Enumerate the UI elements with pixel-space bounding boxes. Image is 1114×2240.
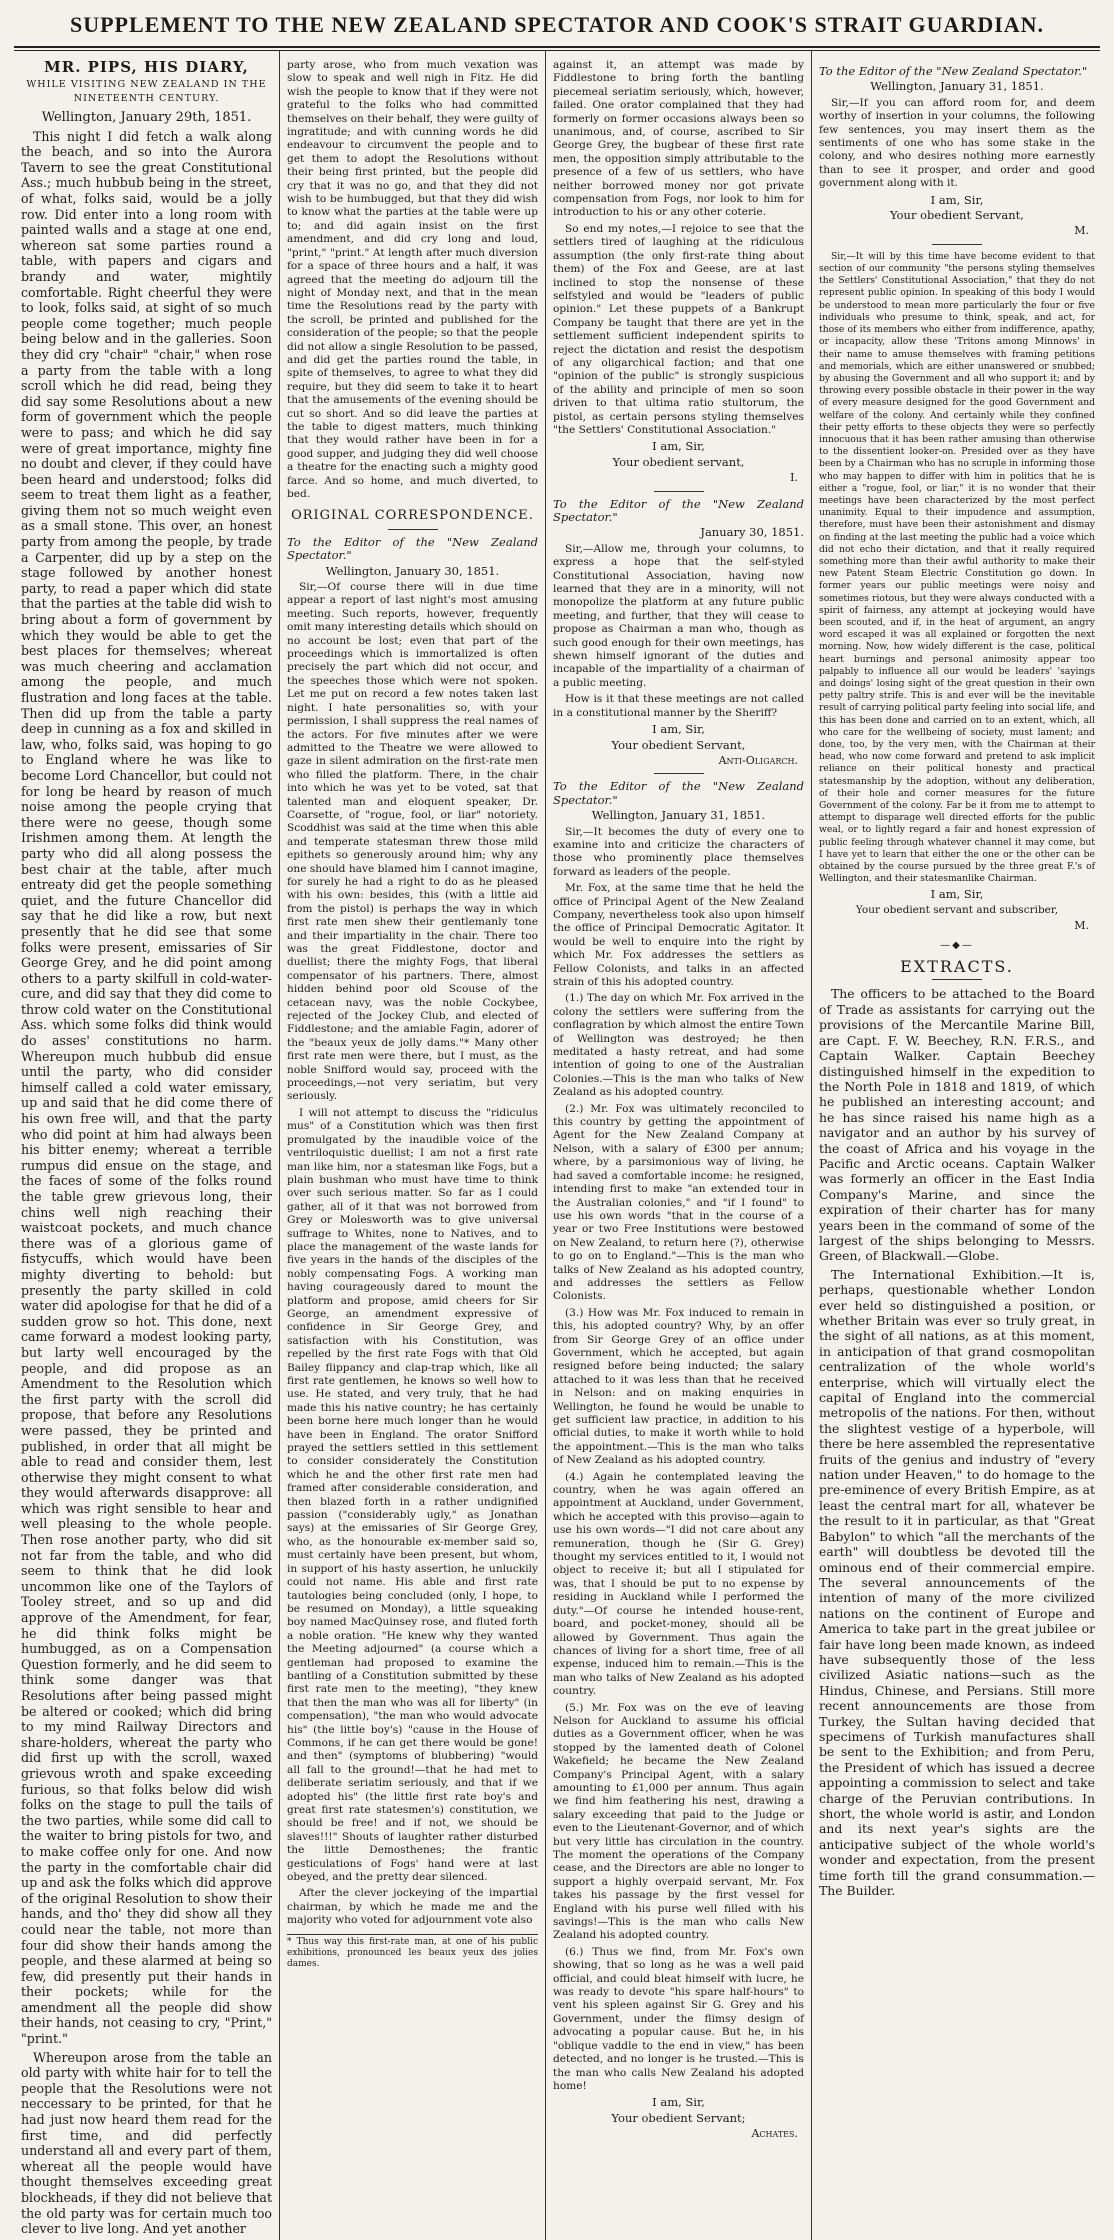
footnote: * Thus way this first-rate man, at one of his public exhibitions, pronounced les beaux yeux des jolies dames. xyxy=(287,1934,538,1970)
letter-paragraph: Sir,—If you can afford room for, and deem worthy of insertion in your columns, the following few sentences, you may insert them as the sentiments of one who has some stake in the colony, and who desires nothing more earnestly than to see it prosper, and order and good government along with it. xyxy=(819,96,1095,190)
letter-paragraph: Mr. Fox, at the same time that he held the office of Principal Agent of the New Zealand Company, nevertheless took also upon himself the office of Principal Democratic Agitator. It would be well to enquire into the right by which Mr. Fox addresses the settlers as Fellow Colonists, and talks in an affected strain of this his adopted country. xyxy=(553,882,804,988)
signoff: Your obedient Servant, xyxy=(890,208,1024,223)
signoff: Your obedient Servant, xyxy=(611,737,746,752)
signoff: Your obedient servant and subscriber, xyxy=(855,903,1059,916)
divider xyxy=(932,244,982,245)
columns xyxy=(14,51,1100,2237)
letter-paragraph: How is it that these meetings are not called in a constitutional manner by the Sheriff? xyxy=(553,693,804,719)
signature: M. xyxy=(1074,224,1089,238)
divider xyxy=(654,773,704,774)
letter-date: Wellington, January 31, 1851. xyxy=(870,79,1044,94)
signature: M. xyxy=(1074,919,1089,933)
column-2 xyxy=(280,51,546,2240)
letter-paragraph: (4.) Again he contemplated leaving the country, when he was again offered an appointment at Auckland, under Government, which he accepted with this proviso—again to use his own words—"I did not care about any remuneration, though he (Sir G. Grey) thought my services entitled to it, I would not object to receive it; but all I stipulated for was, that I should be put to no expense by residing in Auckland while I performed the duty."—Of course he intended house-rent, board, and pocket-money, should all be allowed by Government. Thus again the chances of living for a short time, free of all expense, induced him to remain.—This is the man who talks of New Zealand as his adopted country. xyxy=(553,1470,804,1698)
signoff: I am, Sir, xyxy=(652,722,705,737)
column-1 xyxy=(14,51,280,2240)
letter-paragraph: Sir,—Of course there will in due time appear a report of last night's most amusing meeting. Such reports, however, frequently omit many interesting details which should on no account be lost; even that part of the proceedings which is immortalized is often precisely the part which did not occur, and the speeches those which were not spoken. Let me put on record a few notes taken last night. I hate personalities so, with your permission, I shall suppress the real names of the actors. For five minutes after we were admitted to the Theatre we were allowed to gaze in silent admiration on the first-rate men who filled the platform. There, in the chair into which he was yet to be voted, sat that talented man and eloquent speaker, Dr. Coarsette, of "rogue, fool, or liar" notoriety. Scoddhist was said at the time when this able and temperate statesman threw those mild epithets so generously around him; why any one should have blamed him I cannot imagine, for surely he had a right to do as he pleased with his own: besides, this (with a little aid from the pistol) is perhaps the way in which first rate men shew their gentlemanly tone and their impartiality in the chair. There too was the great Fiddlestone, doctor and duellist; there the mighty Fogs, that liberal compensator of his partners. There, almost hidden behind poor old Scouse of the cetacean navy, was the noble Cockybee, rejected of the Jockey Club, and elected of Fiddlestone; and the amiable Fagin, adorer of the "beaux yeux de jolly dams."* Many other first rate men were there, but I must, as the noble Snifford would say, proceed with the proceedings,—not very seriatim, but very seriously. xyxy=(287,581,538,1103)
signoff: I am, Sir, xyxy=(652,2095,705,2110)
letter-paragraph: (1.) The day on which Mr. Fox arrived in the colony the settlers were suffering from the conflagration by which almost the entire Town of Wellington was destroyed; he then meditated a hasty retreat, and had some intention of going to one of the Australian Colonies.—This is the man who talks of New Zealand as his adopted country. xyxy=(553,992,804,1099)
signoff: I am, Sir, xyxy=(930,192,984,207)
signature: Achates. xyxy=(751,2127,798,2141)
letter-heading: To the Editor of the "New Zealand Spectator." xyxy=(819,64,1088,78)
column-4 xyxy=(812,51,1102,2240)
extract-paragraph: The International Exhibition.—It is, perhaps, questionable whether London ever held so distinguished a position, or whether Britain was ever so truly great, in the sight of all nations, as at this moment, in anticipation of that grand cosmopolitan centralization of the whole world's enterprise, which will virtually elect the capital of England into the commercial metropolis of the nations. For then, without the slightest vestige of a hyperbole, will there be here assembled the representative fruits of the genius and industry of "every nation under Heaven," to do homage to the pre-eminence of every British Empire, as at least the central mart for all, whatever be the result to it in particular, as that "Great Babylon" to which "all the merchants of the earth" will doubtless be devoted till the ominous end of their commercial empire. The several announcements of the intention of many of the more civilized nations on the continent of Europe and America to take part in the great jubilee or fair have long been made known, as indeed have subsequently those of the less civilized Asiatic nations—such as the Hindus, Chinese, and Persians. Still more recent announcements are those from Turkey, the Sultan having decided that specimens of Turkish manufactures shall be sent to the Exhibition; and from Peru, the President of which has issued a decree appointing a commission to select and take charge of the Peruvian contributions. In short, the whole world is astir, and London and its next year's sights are the anticipative subject of the whole world's wonder and expectation, from the present time forth till the grand consummation.—The Builder. xyxy=(819,1266,1095,1899)
letter-paragraph: Sir,—Allow me, through your columns, to express a hope that the self-styled Constitutional Association, having now learned that they are in a minority, will not monopolize the platform at any future public meeting, and further, that they will cease to propose as Chairman a man who, though as such good enough for their own meetings, has shewn himself ignorant of the duties and incapable of the impartiality of a chairman of a public meeting. xyxy=(553,542,804,689)
diary-paragraph: Whereupon arose from the table an old party with white hair for to tell the people that the Resolutions were not neccessary to be printed, for that he had just now heard them read for the first time, and did perfectly understand all and every part of them, whereat all the people would have thought themselves exceeding great blockheads, if they did not believe that the old party was for certain much too clever to live long. And yet another xyxy=(21,2049,272,2237)
ornament-divider: —◆— xyxy=(940,939,974,951)
signature: Anti-Oligarch. xyxy=(718,753,798,767)
letter-paragraph: (6.) Thus we find, from Mr. Fox's own showing, that so long as he was a well paid official, and could bleat himself with lucre, he was ready to devote "his spare half-hours" to vent his spleen against Sir G. Grey and his Government, under the flimsy design of advocating a popular cause. But he, in his "oblique vaddle to the end in view," has been detected, and no longer is he trusted.—This is the man who calls New Zealand his adopted home! xyxy=(553,1945,804,2092)
divider xyxy=(654,491,704,492)
signoff: Your obedient Servant; xyxy=(611,2110,746,2125)
letter-paragraph: After the clever jockeying of the impartial chairman, by which he made me and the majority who voted for adjournment vote also xyxy=(287,1887,538,1927)
letter-heading: To the Editor of the "New Zealand Spectator." xyxy=(553,779,804,807)
masthead: SUPPLEMENT TO THE NEW ZEALAND SPECTATOR AND COOK'S STRAIT GUARDIAN. xyxy=(14,10,1100,48)
letter-heading: To the Editor of the "New Zealand Spectator." xyxy=(553,496,804,524)
section-heading: ORIGINAL CORRESPONDENCE. xyxy=(291,508,534,524)
letter-heading: To the Editor of the "New Zealand Spectator." xyxy=(287,534,538,563)
letter-paragraph: I will not attempt to discuss the "ridiculus mus" of a Constitution which was then first promulgated by the inaudible voice of the ventriloquistic duellist; I am not a first rate man like him, nor a statesman like Fogs, but a plain bushman who must have time to think over such serious matter. So far as I could gather, all of it that was not borrowed from Grey or Molesworth was to give universal suffrage to Whites, none to Natives, and to place the management of the waste lands for five years in the hands of the disciples of the nobly compensating Fogs. A working man having courageously dared to mount the platform and propose, amid cheers for Sir George, an amendment expressive of confidence in Sir George Grey, and satisfaction with his Constitution, was repelled by the first rate Fogs with that Old Bailey flippancy and clap-trap which, like all first rate gentlemen, he knows so well how to use. He stated, and very truly, that he had made this his native country; he has certainly been borne here much longer than he would have been in England. The orator Snifford prayed the settlers settled in this settlement to consider considerately the Constitution which he and the other first rate men had framed after considerable consideration, and then blazed forth in a rather undignified passion ("considerably ugly," as Jonathan says) at the emissaries of Sir George Grey, who, as the honourable ex-member said so, must certainly have been present, but whom, in support of his hasty assertion, he unluckily could not name. His able and first rate tautologies being concluded (only, I hope, to be resumed on Monday), a little squeaking boy named MacQuinsey rose, and fluted forth a noble oration. "He knew why they wanted the Meeting adjourned" (a course which a gentleman had proposed to examine the bantling of a Constitution submitted by these first rate men to the meeting), "they knew that then the man who was all for liberty" (in compensation), "the man who would advocate his" (the little boy's) "cause in the House of Commons, if he can get there would be gone! and then" (symptoms of blubbering) "would all fall to the ground!—that he had met to deliberate seriatim seriously, and that if we adopted his" (the little first rate boy's and great first rate statesmen's) constitution, we should be free! and if not, we should be slaves!!!" Shouts of laughter rather disturbed the little Demosthenes; the frantic gesticulations of Fogs' hand were at last obeyed, and the pretty dear silenced. xyxy=(287,1106,538,1884)
extract-paragraph: The officers to be attached to the Board of Trade as assistants for carrying out the provisions of the Mercantile Marine Bill, are Capt. F. W. Beechey, R.N. F.R.S., and Captain Walker. Captain Beechey distinguished himself in the expedition to the North Pole in 1818 and 1819, of which he published an interesting account; and he has since raised his name high as a navigator and an author by his survey of the coast of Africa and his voyage in the Pacific and Arctic oceans. Captain Walker was formerly an officer in the East India Company's Marine, and since the expiration of their charter has for many years been in the command of some of the largest of the ships belonging to Messrs. Green, of Blackwall.—Globe. xyxy=(819,986,1095,1264)
article-subtitle: WHILE VISITING NEW ZEALAND IN THE NINETEENTH CENTURY. xyxy=(26,79,267,104)
letter-paragraph: Sir,—It becomes the duty of every one to examine into and criticize the characters of those who prominently place themselves forward as leaders of the people. xyxy=(553,825,804,878)
letter-paragraph: (3.) How was Mr. Fox induced to remain in this, his adopted country? Why, by an offer from Sir George Grey of an office under Government, which he accepted, but again resigned before being inducted; the salary attached to it was less than that he received in Nelson: and on making enquiries in Wellington, he found he would be unable to get sufficient law practice, in addition to his official duties, to make it worth while to hold the appointment.—This is the man who talks of New Zealand as his adopted country. xyxy=(553,1306,804,1467)
article-date: Wellington, January 29th, 1851. xyxy=(41,110,252,126)
letter-paragraph: (5.) Mr. Fox was on the eve of leaving Nelson for Auckland to assume his official duties as a Government officer, when he was stopped by the lamented death of Colonel Wakefield; he became the New Zealand Company's Principal Agent, with a salary amounting to £1,000 per annum. Thus again we find him feathering his nest, drawing a salary exceeding that paid to the Judge or even to the Lieutenant-Governor, and of which but very little has circulation in the country. The moment the operations of the Company cease, and the Directors are able no longer to support a highly overpaid servant, Mr. Fox takes his passage by the first vessel for England with his purse well filled with his savings!—This is the man who calls New Zealand his adopted country. xyxy=(553,1701,804,1942)
signature: I. xyxy=(790,471,798,485)
extracts-heading: EXTRACTS. xyxy=(900,957,1014,977)
divider xyxy=(388,529,438,530)
letter-paragraph: Sir,—It will by this time have become evident to that section of our community "the persons styling themselves the Settlers' Constitutional Association," that they do not represent public opinion. In speaking of this body I would be understood to mean more particularly the four or five individuals who presume to think, speak, and act, for those of its members who either from indifference, apathy, or incapacity, allow these 'Tritons among Minnows' in their name to amuse themselves with framing petitions and memorials, which are either unanswered or snubbed; by abusing the Government and all who support it; and by throwing every possible obstacle in their power in the way of every measure designed for the good Government and welfare of the colony. And certainly while they confined their petty efforts to these objects they were so perfectly innocuous that it has been rather amusing than otherwise to the dissentient looker-on. Presided over as they have been by a Chairman who has no scruple in informing those who may happen to differ with him in politics that he is either a "rogue, fool, or liar," it is no wonder that their meetings have been characterized by the most perfect unanimity. Equal to their impudence and assumption, therefore, must have been their astonishment and dismay on finding at the last meeting the public had a voice which did not echo their dictation, and that it really required something more than their awful authority to make their new Patent Steam Electric Constitution go down. In former years our public meetings were noisy and sometimes riotous, but they were always conducted with a spirit of fairness, any attempt at jockeying would have been scouted, and if, in the heat of argument, an angry word escaped it was all explained or forgotten the next morning. Now, how widely different is the case, political heart burnings and personal animosity appear too palpably to influence all our would be leaders' 'sayings and doings' losing sight of the great question in their own petty paltry strife. This is and ever will be the inevitable result of carrying political party feeling into social life, and this has been done and carried on to an extent, which, all who care for the wellbeing of society, must lament; and done, too, by the very men, with the Chairman at their head, who now come forward and pretend to ask implicit reliance on their political honesty and practical statesmanship by the adoption, without any deliberation, of their hole and corner measures for the future Government of the colony. Far be it from me to attempt to attempt to disparage well directed efforts for the public weal, or to lightly regard a fair and honest expression of public feeling through whatever channel it may come, but I have yet to learn that either the one or the other can be obtained by the course pursued by the three great F.'s of Wellington, and their statesmanlike Chairman. xyxy=(819,250,1095,885)
diary-paragraph: This night I did fetch a walk along the beach, and so into the Aurora Tavern to see the great Constitutional Ass.; much hubbub being in the street, of what, folks said, would be a jolly row. Did enter into a long room with painted walls and a stage at one end, whereon sat some parties round a table, with papers and cigars and brandy and water, mightily comfortable. Right cheerful they were to look, folks said, at sight of so much people come together; much people being below and in the galleries. Soon they did cry "chair" "chair," when rose a party from the table with a long scroll which he did read, being they did say some Resolutions about a new form of government which the people were to pass; and which he did say were of great importance, mighty fine no doubt and clever, if they could have been heard and understood; folks did seem to treat them light as a feather, giving them not so much weight even as a small stone. This over, an honest party from among the people, by trade a Carpenter, did up by a step on the stage followed by another honest party, to read a paper which did state that the parties at the table did wish to bring about a form of government by which they would be able to get the best places for themselves; whereat was much cheering and acclamation among the people, and much flustration and long faces at the table. Then did up from the table a party deep in cunning as a fox and skilled in law, who, folks said, was hoping to go to England where he was like to become Lord Chancellor, but could not for long be heard by reason of much noise among the people crying that there were no geese, though some Irishmen among them. At length the party who did all along possess the best chair at the table, after much entreaty did get the people something quiet, and the future Chancellor did say that he did like a row, but next presently that he did see that some folks were present, emissaries of Sir George Grey, and he did point among others to a party skilfull in cold-water-cure, and did say that they did come to throw cold water on the Constitutional Ass. which some folks did think would do asses' constitutions no harm. Whereupon much hubbub did ensue until the party, who did consider himself called a cold water emissary, up and said that he did come there of his own free will, and that the party who did point at him had always been his bitter enemy; whereat a terrible rumpus did ensue on the stage, and the faces of some of the folks round the table grew grievous long, their chins well nigh reaching their waistcoat pockets, and much chance there was of a glorious game of fistycuffs, which would have been mighty diverting to behold: but presently the party skilled in cold water did apologise for that he did of a sudden grow so hot. This done, next came forward a modest looking party, but larty well encouraged by the people, and did propose as an Amendment to the Resolution which the first party with the scroll did propose, that before any Resolutions were passed, they be printed and published, in order that all might be able to read and consider them, lest otherwise they might consent to what they would afterwards disapprove: all which was right sensible to hear and well pleasing to the whole people. Then rose another party, who did sit not far from the table, and who did seem to think that he did look uncommon like one of the Taylors of Tooley street, and so up and did approve of the Amendment, for fear, he did think folks might be humbugged, as on a Compensation Question formerly, and he did seem to think some danger was that Resolutions after being passed might be altered or cooked; which did bring to my mind Railway Directors and share-holders, whereat the party who did first up with the scroll, waxed grievous wroth and spake exceeding furious, so that folks below did wish folks on the stage to pull the tails of the two parties, while some did call to the waiter to bring pistols for two, and to make coffee only for one. And now the party in the comfortable chair did up and ask the folks which did approve of the original Resolution to show their hands, and tho' they did show all they could near the table, not more than four did show their hands among the people, and these alarmed at being so few, did presently put their hands in their pockets; while for the amendment all the people did show their hands, not ceasing to cry, "Print," "print." xyxy=(21,128,272,2047)
signoff: I am, Sir, xyxy=(930,887,984,902)
signoff: I am, Sir, xyxy=(652,439,705,454)
letter-date: Wellington, January 31, 1851. xyxy=(591,808,766,823)
signoff: Your obedient servant, xyxy=(612,454,745,469)
column-3 xyxy=(546,51,812,2240)
divider xyxy=(932,979,982,980)
diary-continuation: party arose, who from much vexation was slow to speak and well nigh in Fitz. He did wish the people to know that if they were not grateful to the folks who had committed themselves on their behalf, they were guilty of ingratitude; and with cunning words he did endeavour to circumvent the people and to get them to adopt the Resolutions without their being first printed, but the people did cry that it was no go, and that they did not wish to be humbugged, but that they did wish to know what the parties at the table were up to; and did again insist on the first amendment, and did cry long and loud, "print," "print." At length after much diversion for a space of three hours and a half, it was agreed that the meeting do adjourn till the night of Monday next, and that in the mean time the Resolutions read by the party with the scroll, be printed and published for the consideration of the people; so that the people did not allow a single Resolution to be passed, and did get the parties round the table, in spite of themselves, to agree to what they did require, but they did seem to take it to heart that the amusements of the evening should be cut so short. And so did leave the parties at the table to digest matters, much thinking that they would rather have been in for a good supper, and judging they did well choose a theatre for the enacting such a mighty good farce. And so home, and much diverted, to bed. xyxy=(287,59,538,500)
article-title: MR. PIPS, HIS DIARY, xyxy=(44,58,249,76)
letter-paragraph: (2.) Mr. Fox was ultimately reconciled to this country by getting the appointment of Agent for the New Zealand Company at Nelson, with a salary of £300 per annum; where, by a parsimonious way of living, he had saved a comfortable income: he resigned, intending first to make "an extended tour in the Australian colonies," and "if I found" to use his own words "that in the course of a year or two Free Institutions were bestowed on New Zealand, to return here (?), otherwise to go on to England."—This is the man who talks of New Zealand as his adopted country, and addresses the settlers as Fellow Colonists. xyxy=(553,1102,804,1303)
letter-paragraph: against it, an attempt was made by Fiddlestone to bring forth the bantling piecemeal seriatim seriously, which, however, failed. One orator complained that they had formerly on former occasions always been so unanimous, and, of course, ascribed to Sir George Grey, the bugbear of these first rate men, the opposition simply attributable to the presence of a few of us settlers, who have neither borrowed money nor got private compensation from Fogs, nor look to him for introduction to his or any other coterie. xyxy=(553,59,804,219)
letter-paragraph: So end my notes,—I rejoice to see that the settlers tired of laughing at the ridiculous assumption (the only first-rate thing about them) of the Fox and Geese, are at last inclined to stop the nonsense of these selfstyled and would be "leaders of public opinion." Let these puppets of a Bankrupt Company be taught that there are yet in the settlement sufficient independent spirits to reject the dictation and resist the despotism of any oligarchical faction; and that one "opinion of the public" is strongly suspicious of the ability and principle of men so soon driven to that ultima ratio stultorum, the pistol, as certain persons styling themselves "the Settlers' Constitutional Association." xyxy=(553,222,804,436)
letter-date: Wellington, January 30, 1851. xyxy=(325,563,500,578)
letter-date: January 30, 1851. xyxy=(700,525,804,540)
